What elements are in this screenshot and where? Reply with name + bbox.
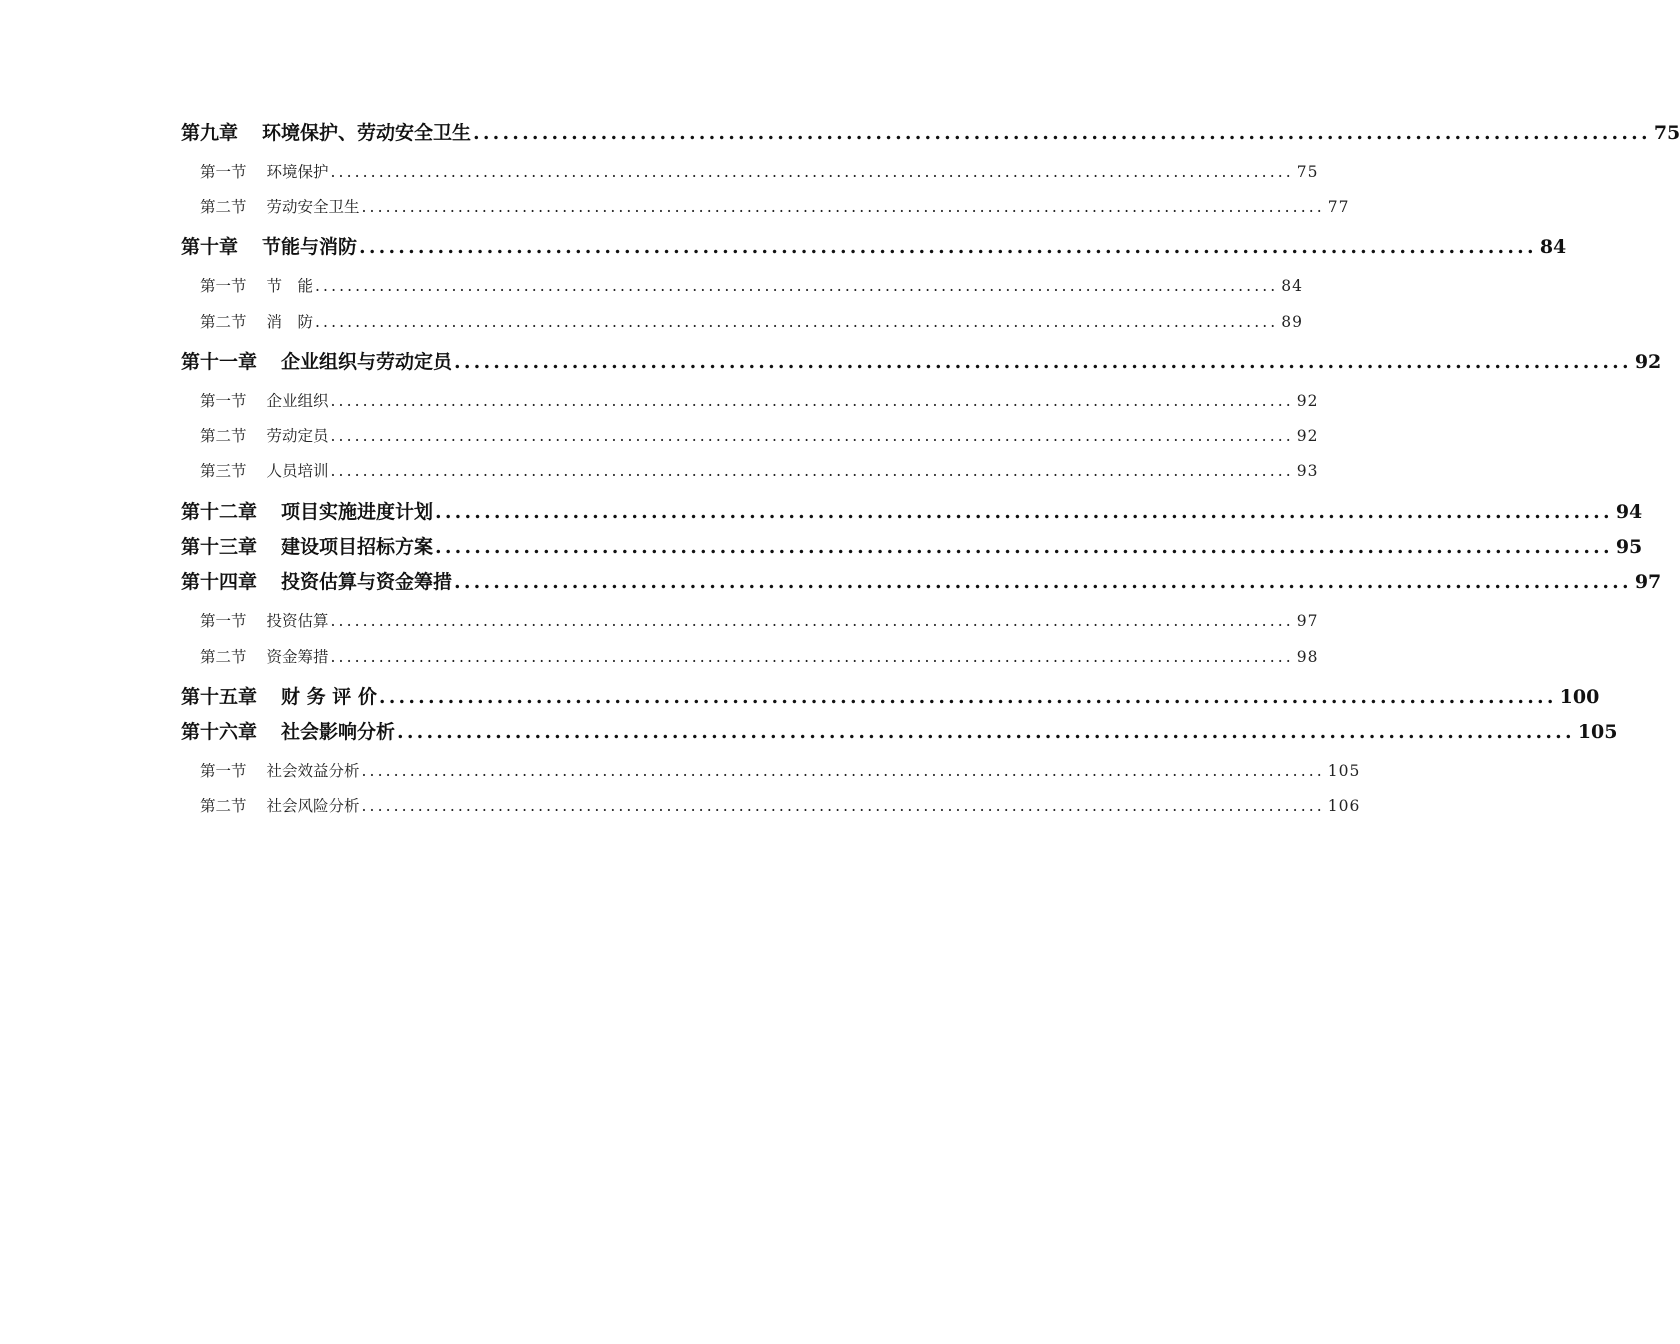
toc-section-entry[interactable] bbox=[200, 160, 1319, 182]
toc-section-entry[interactable] bbox=[200, 389, 1319, 411]
dot-leader: ........................................................................................................................ bbox=[359, 236, 1537, 258]
dot-leader: ........................................................................................................................ bbox=[454, 571, 1632, 593]
toc-entry-title: 社会影响分析 bbox=[281, 721, 396, 743]
toc-entry-number: 第十六章 bbox=[181, 721, 258, 743]
toc-section-entry[interactable] bbox=[200, 459, 1319, 481]
toc-entry-number: 第二节 bbox=[200, 427, 247, 445]
toc-page-number: 98 bbox=[1296, 648, 1319, 666]
toc-section-entry[interactable] bbox=[200, 424, 1319, 446]
toc-section-entry[interactable] bbox=[200, 310, 1304, 332]
toc-page-number: 93 bbox=[1296, 462, 1319, 480]
toc-entry-title: 企业组织 bbox=[266, 392, 329, 410]
toc-entry-number: 第一节 bbox=[200, 392, 247, 410]
toc-entry-number: 第二节 bbox=[200, 648, 247, 666]
toc-page-number: 97 bbox=[1296, 612, 1319, 630]
toc-entry-title: 社会风险分析 bbox=[266, 797, 360, 815]
toc-entry-number: 第一节 bbox=[200, 762, 247, 780]
toc-entry-number: 第一节 bbox=[200, 612, 247, 630]
toc-entry-number: 第二节 bbox=[200, 797, 247, 815]
dot-leader: ........................................................................................................................ bbox=[435, 501, 1613, 523]
toc-page-number: 94 bbox=[1615, 501, 1643, 523]
toc-entry-number: 第十五章 bbox=[181, 686, 258, 708]
toc-page-number: 100 bbox=[1559, 686, 1600, 708]
toc-section-entry[interactable] bbox=[200, 274, 1304, 296]
toc-page-number: 75 bbox=[1296, 163, 1319, 181]
toc-entry-number: 第一节 bbox=[200, 163, 247, 181]
dot-leader: ........................................................................................................................ bbox=[330, 648, 1294, 666]
dot-leader: ........................................................................................................................ bbox=[378, 686, 1557, 708]
toc-entry-number: 第九章 bbox=[181, 122, 239, 144]
toc-section-entry[interactable] bbox=[200, 794, 1361, 816]
toc-page-number: 84 bbox=[1281, 277, 1304, 295]
toc-page-number: 106 bbox=[1327, 797, 1361, 815]
toc-entry-title: 劳动定员 bbox=[266, 427, 329, 445]
toc-entry-number: 第一节 bbox=[200, 277, 247, 295]
dot-leader: ........................................................................................................................ bbox=[473, 122, 1651, 144]
toc-entry-title: 节 能 bbox=[266, 277, 314, 295]
toc-entry-number: 第十四章 bbox=[181, 571, 258, 593]
toc-page-number: 75 bbox=[1653, 122, 1680, 144]
toc-chapter-entry[interactable] bbox=[181, 232, 1567, 259]
dot-leader: ........................................................................................................................ bbox=[454, 351, 1632, 373]
toc-entry-title: 节能与消防 bbox=[262, 236, 358, 258]
dot-leader: ........................................................................................................................ bbox=[330, 163, 1294, 181]
toc-entry-number: 第十二章 bbox=[181, 501, 258, 523]
dot-leader: ........................................................................................................................ bbox=[330, 612, 1294, 630]
toc-chapter-entry[interactable] bbox=[181, 717, 1618, 744]
toc-page-number: 95 bbox=[1615, 536, 1643, 558]
toc-entry-title: 财 务 评 价 bbox=[281, 686, 377, 708]
dot-leader: ........................................................................................................................ bbox=[330, 427, 1294, 445]
toc-entry-title: 环境保护、劳动安全卫生 bbox=[262, 122, 472, 144]
toc-page-number: 92 bbox=[1634, 351, 1662, 373]
toc-entry-title: 人员培训 bbox=[266, 462, 329, 480]
toc-entry-title: 消 防 bbox=[266, 313, 314, 331]
toc-entry-title: 投资估算与资金筹措 bbox=[281, 571, 453, 593]
toc-section-entry[interactable] bbox=[200, 609, 1319, 631]
toc-entry-title: 投资估算 bbox=[266, 612, 329, 630]
toc-entry-title: 建设项目招标方案 bbox=[281, 536, 434, 558]
dot-leader: ........................................................................................................................ bbox=[361, 797, 1325, 815]
dot-leader: ........................................................................................................................ bbox=[397, 721, 1575, 743]
toc-entry-number: 第三节 bbox=[200, 462, 247, 480]
toc-entry-title: 社会效益分析 bbox=[266, 762, 360, 780]
toc-entry-title: 劳动安全卫生 bbox=[266, 198, 360, 216]
dot-leader: ........................................................................................................................ bbox=[435, 536, 1613, 558]
toc-page-number: 105 bbox=[1327, 762, 1361, 780]
dot-leader: ........................................................................................................................ bbox=[315, 277, 1279, 295]
toc-entry-title: 企业组织与劳动定员 bbox=[281, 351, 453, 373]
toc-entry-number: 第十章 bbox=[181, 236, 239, 258]
toc-chapter-entry[interactable] bbox=[181, 347, 1662, 374]
toc-page-number: 97 bbox=[1634, 571, 1662, 593]
toc-entry-number: 第十一章 bbox=[181, 351, 258, 373]
toc-entry-number: 第二节 bbox=[200, 198, 247, 216]
dot-leader: ........................................................................................................................ bbox=[361, 198, 1325, 216]
toc-page-number: 77 bbox=[1327, 198, 1350, 216]
toc-page-number: 105 bbox=[1577, 721, 1618, 743]
toc-chapter-entry[interactable] bbox=[181, 497, 1643, 524]
toc-entry-number: 第十三章 bbox=[181, 536, 258, 558]
toc-page-number: 84 bbox=[1539, 236, 1567, 258]
dot-leader: ........................................................................................................................ bbox=[330, 462, 1294, 480]
toc-page-number: 92 bbox=[1296, 392, 1319, 410]
dot-leader: ........................................................................................................................ bbox=[315, 313, 1279, 331]
dot-leader: ........................................................................................................................ bbox=[330, 392, 1294, 410]
dot-leader: ........................................................................................................................ bbox=[361, 762, 1325, 780]
toc-section-entry[interactable] bbox=[200, 759, 1361, 781]
toc-page-number: 89 bbox=[1281, 313, 1304, 331]
toc-entry-title: 环境保护 bbox=[266, 163, 329, 181]
toc-chapter-entry[interactable] bbox=[181, 567, 1662, 594]
toc-chapter-entry[interactable] bbox=[181, 532, 1643, 559]
toc-page-number: 92 bbox=[1296, 427, 1319, 445]
toc-entry-title: 资金筹措 bbox=[266, 648, 329, 666]
toc-entry-title: 项目实施进度计划 bbox=[281, 501, 434, 523]
toc-chapter-entry[interactable] bbox=[181, 118, 1680, 145]
toc-chapter-entry[interactable] bbox=[181, 682, 1600, 709]
toc-section-entry[interactable] bbox=[200, 195, 1350, 217]
toc-section-entry[interactable] bbox=[200, 645, 1319, 667]
toc-entry-number: 第二节 bbox=[200, 313, 247, 331]
